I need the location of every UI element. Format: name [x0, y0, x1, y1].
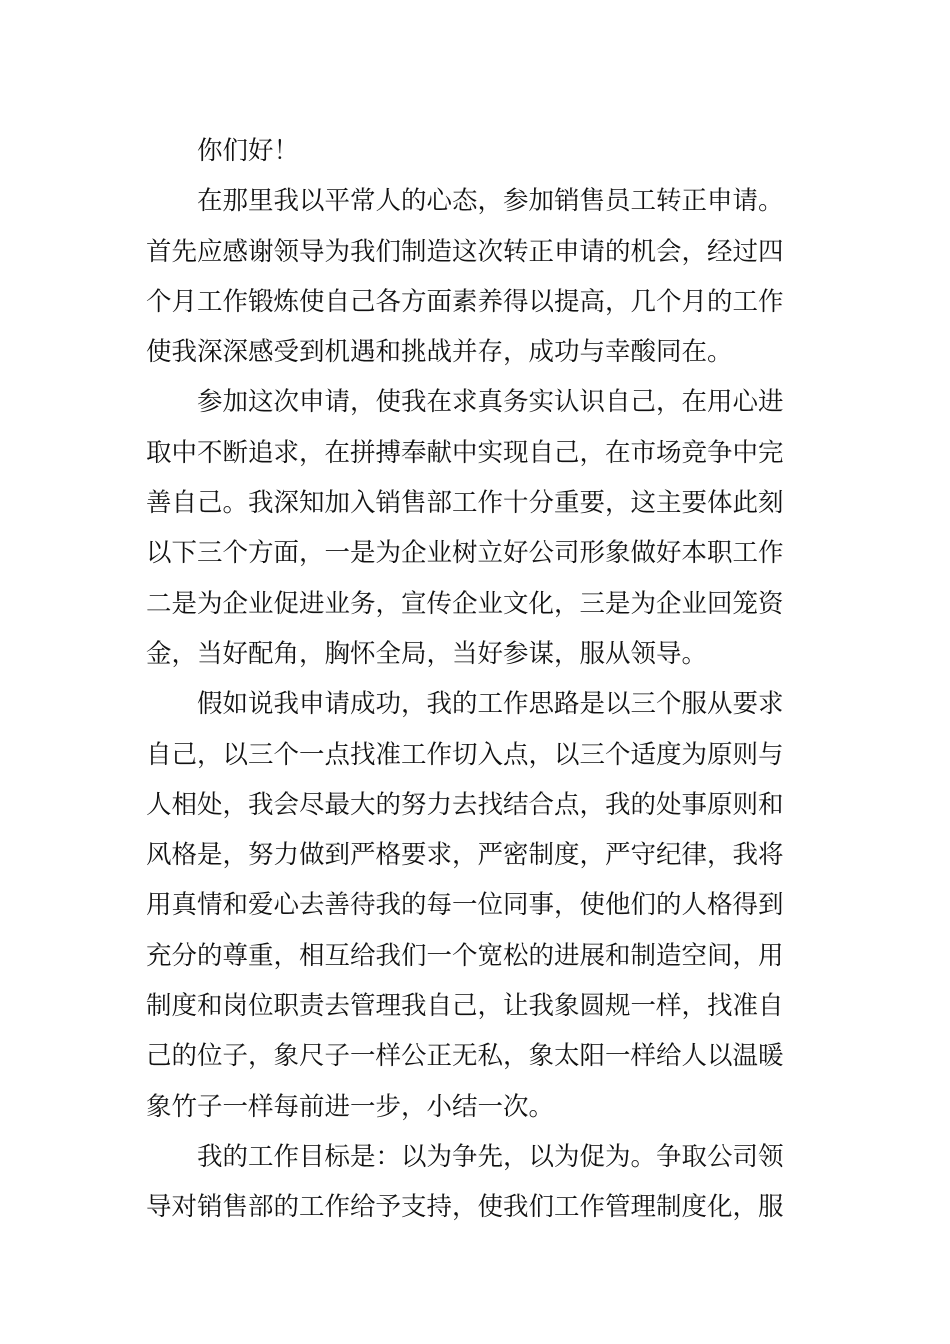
- text-line: 你们好！: [197, 136, 300, 166]
- text-line: 导对销售部的工作给予支持，使我们工作管理制度化，服: [146, 1192, 784, 1223]
- text-line: 我的工作目标是：以为争先，以为促为。争取公司领: [197, 1141, 784, 1172]
- text-line: 取中不断追求，在拼搏奉献中实现自己，在市场竞争中完: [146, 437, 784, 468]
- text-line: 在那里我以平常人的心态，参加销售员工转正申请。: [197, 186, 784, 217]
- text-line: 善自己。我深知加入销售部工作十分重要，这主要体此刻: [146, 488, 784, 519]
- text-line: 个月工作锻炼使自己各方面素养得以提高，几个月的工作: [146, 286, 784, 317]
- text-line: 自己，以三个一点找准工作切入点，以三个适度为原则与: [146, 739, 784, 770]
- text-line: 制度和岗位职责去管理我自己，让我象圆规一样，找准自: [146, 991, 784, 1022]
- text-line: 使我深深感受到机遇和挑战并存，成功与幸酸同在。: [146, 337, 733, 368]
- document-body: [146, 126, 806, 1233]
- text-line: 己的位子，象尺子一样公正无私，象太阳一样给人以温暖: [146, 1041, 784, 1072]
- text-line: 金，当好配角，胸怀全局，当好参谋，服从领导。: [146, 638, 708, 669]
- text-line: 参加这次申请，使我在求真务实认识自己，在用心进: [197, 387, 784, 418]
- text-line: 首先应感谢领导为我们制造这次转正申请的机会，经过四: [146, 236, 784, 267]
- text-line: 风格是，努力做到严格要求，严密制度，严守纪律，我将: [146, 840, 784, 871]
- text-line: 用真情和爱心去善待我的每一位同事，使他们的人格得到: [146, 890, 784, 921]
- text-line: 人相处，我会尽最大的努力去找结合点，我的处事原则和: [146, 789, 784, 820]
- text-line: 以下三个方面，一是为企业树立好公司形象做好本职工作: [146, 538, 784, 569]
- text-line: 象竹子一样每前进一步，小结一次。: [146, 1091, 555, 1122]
- text-line: 充分的尊重，相互给我们一个宽松的进展和制造空间，用: [146, 940, 784, 971]
- text-line: 二是为企业促进业务，宣传企业文化，三是为企业回笼资: [146, 588, 784, 619]
- text-line: 假如说我申请成功，我的工作思路是以三个服从要求: [197, 689, 784, 720]
